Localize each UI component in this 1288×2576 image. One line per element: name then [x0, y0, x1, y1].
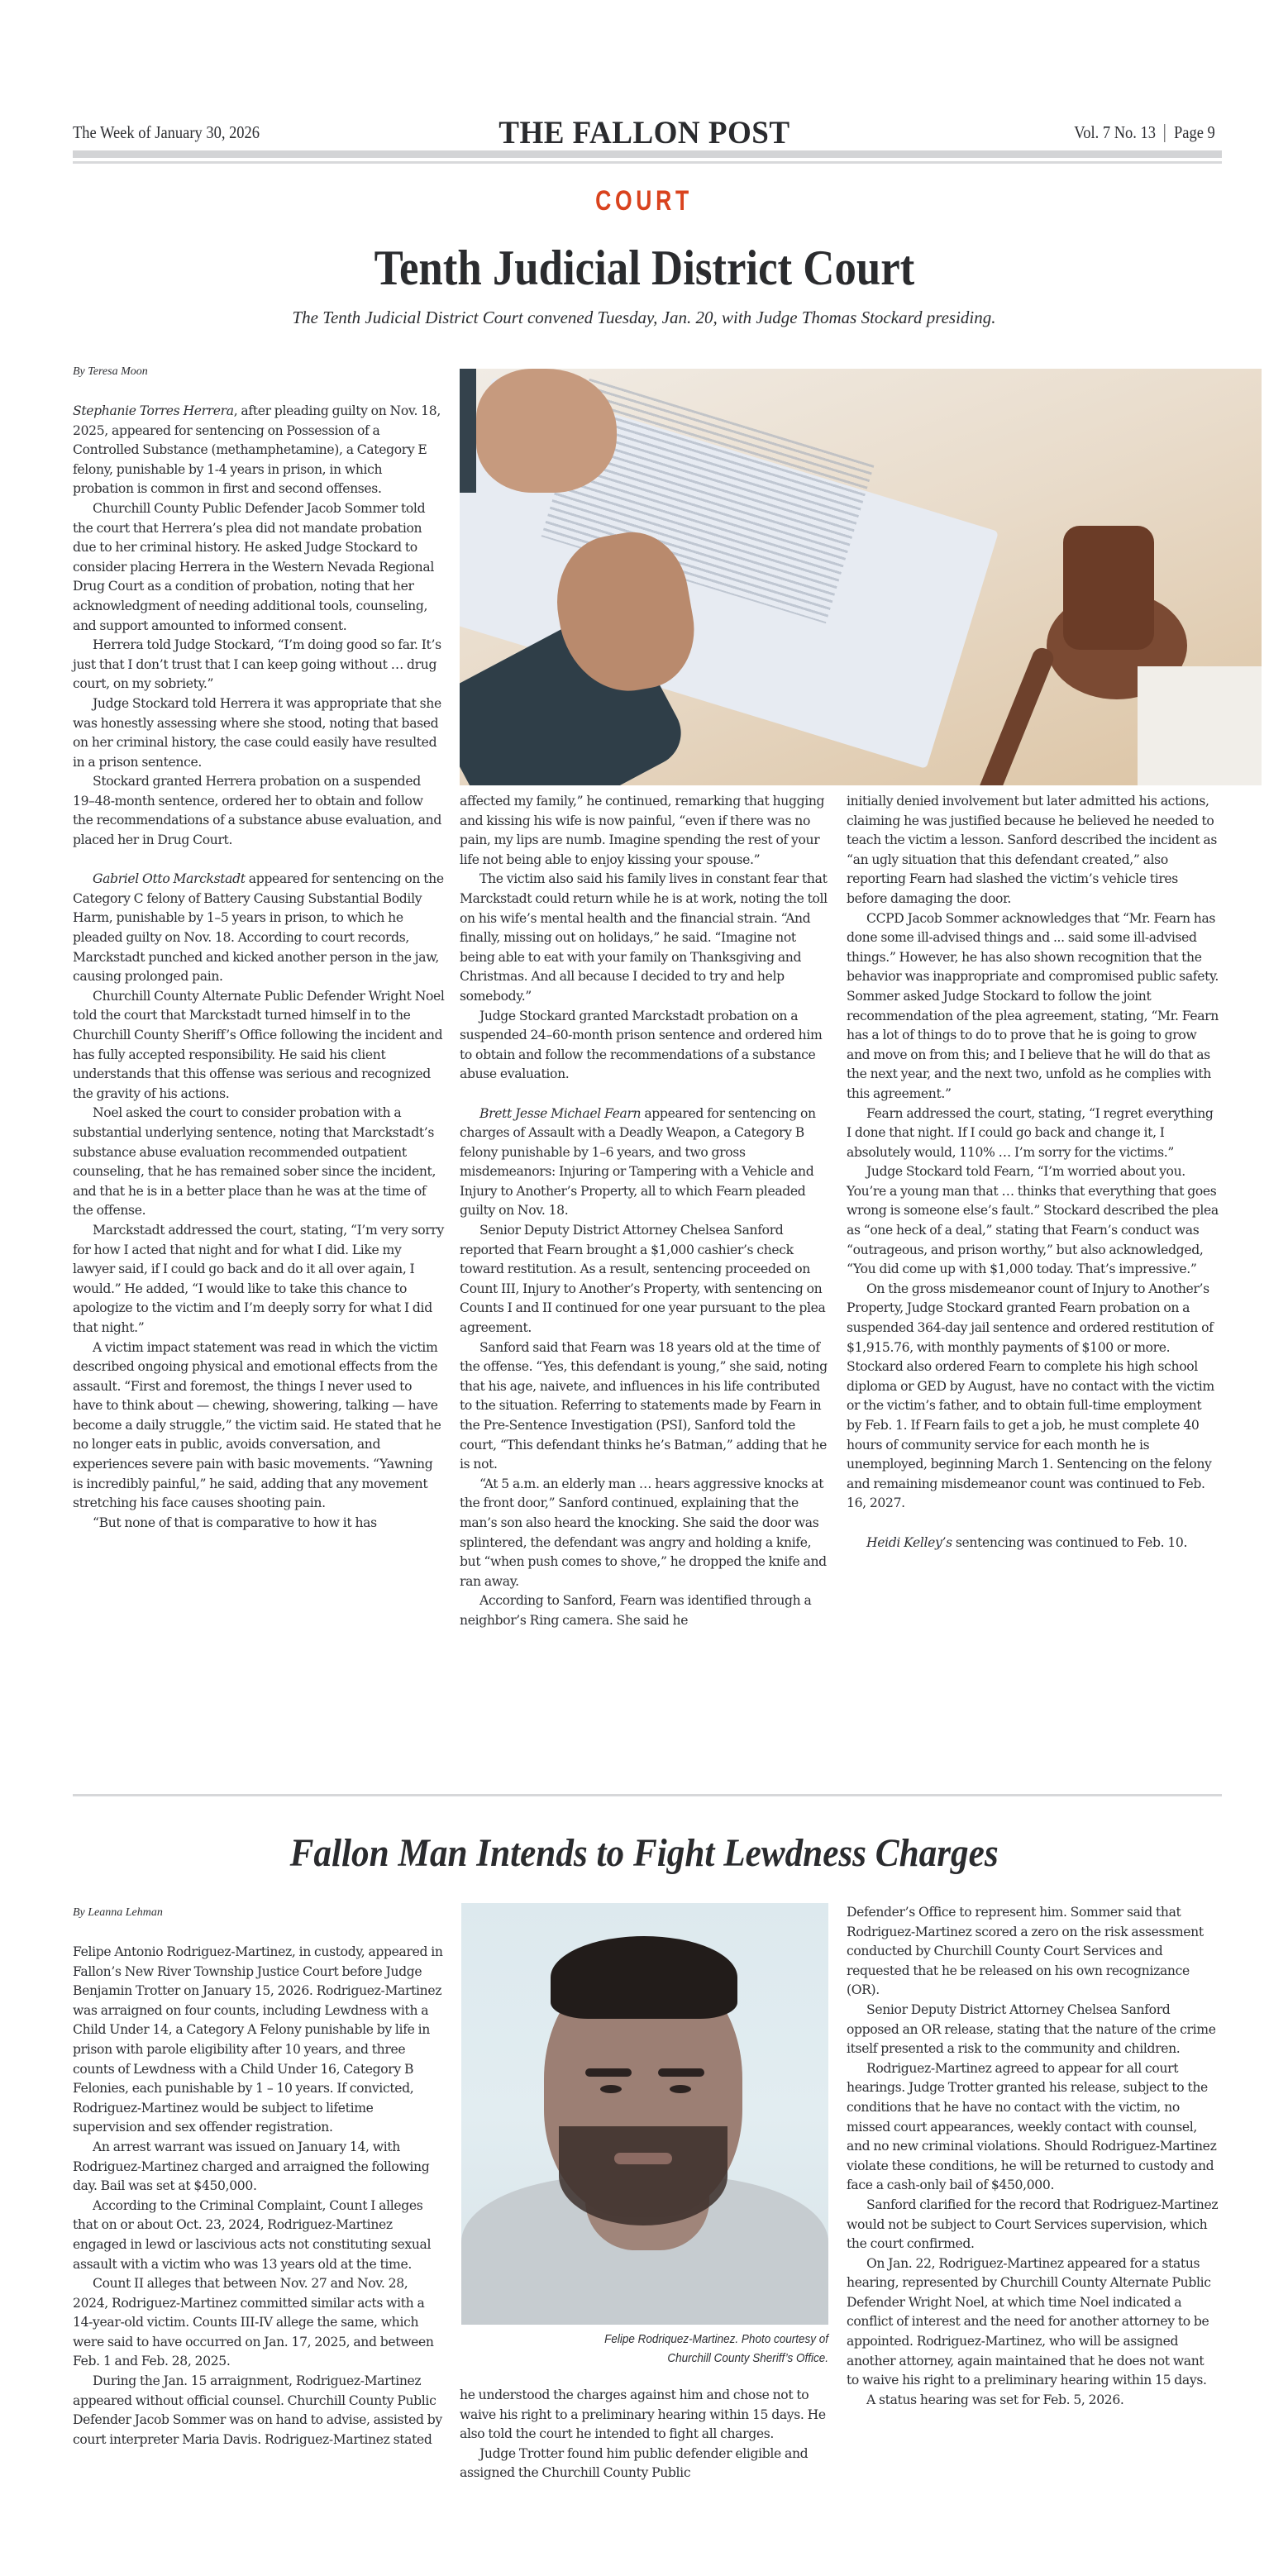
paragraph: During the Jan. 15 arraignment, Rodriguez-Martinez appeared without official counsel. Churchill County Public Defender Jacob Sommer was on hand to advise, assisted by court interpreter Maria Davis. Rodriguez-Martinez stated [73, 2373, 442, 2447]
newspaper-title: THE FALLON POST [498, 115, 790, 150]
article-headline: Fallon Man Intends to Fight Lewdness Charges [289, 1831, 999, 1875]
paragraph: CCPD Jacob Sommer acknowledges that “Mr. Fearn has done some ill-advised things and ... said some ill-advised things.” However, he has also shown recognition that the behavior was inappropriate and compromised public safety. Sommer asked Judge Stockard to follow the joint recommendation of the plea agreement, stating, “Mr. Fearn has a lot of things to do to prove that he is going to grow and move on from this; and I believe that he will do that as the next year, and the next two, unfold as he complies with this agreement.” [847, 910, 1219, 1101]
divider [1165, 124, 1166, 142]
paragraph: Sanford said that Fearn was 18 years old at the time of the offense. “Yes, this defendant is young,” she said, noting that his age, naivete, and influences in his life contributed to the situation. Referring to statements made by Fearn in the Pre-Sentence Investigation (PSI), Sanford told the court, “This defendant thinks he’s Batman,” adding that he is not. [460, 1339, 828, 1472]
paragraph: “At 5 a.m. an elderly man … hears aggressive knocks at the front door,” Sanford continued, explaining that the man’s son also heard the knocking. She said the door was splintered, the defendant was angry and holding a knife, but “when push comes to shove,” he dropped the knife and ran away. [460, 1476, 827, 1589]
paragraph: On the gross misdemeanor count of Injury to Another’s Property, Judge Stockard granted Fearn probation on a suspended 364-day jail sentence and ordered restitution of $1,915.76, with monthly payments of $100 or more. Stockard also ordered Fearn to complete his high school diploma or GED by August, have no contact with the victim or the victim’s father, and to obtain full-time employment by Feb. 1. If Fearn fails to get a job, he must complete 40 hours of community service for each month he is unemployed, beginning March 1. Sentencing on the felony and remaining misdemeanor count was continued to Feb. 16, 2027. [847, 1281, 1214, 1511]
photo-caption: Felipe Rodriquez-Martinez. Photo courtesy of Churchill County Sheriff’s Office. [604, 2332, 828, 2365]
defendant-name: Gabriel Otto Marckstadt [93, 871, 246, 887]
masthead-rule-thin [73, 161, 1222, 164]
volume-number: Vol. 7 No. 13 [1074, 122, 1157, 142]
paragraph: The victim also said his family lives in constant fear that Marckstadt could return while he is at work, noting the toll on his wife’s mental health and the financial strain. “And finally, missing out on holidays,” he said. “Imagine not being able to eat with your family on Thanksgiving and Christmas. And all because I decided to try and help somebody.” [460, 871, 828, 1004]
paragraph: Stephanie Torres Herrera, after pleading guilty on Nov. 18, 2025, appeared for sentencing on Possession of a Controlled Substance (methamphetamine), a Category E felony, punishable by 1-4 years in prison, in which probation is common in first and second offenses. [73, 403, 441, 497]
paragraph: A status hearing was set for Feb. 5, 2026. [866, 2392, 1124, 2407]
article-headline: Tenth Judicial District Court [374, 241, 914, 295]
paragraph: Marckstadt addressed the court, stating, “I’m very sorry for how I acted that night and for what I did. Like my lawyer said, if I could go back and do it all over again, I would.” He added, “I would like to take this chance to apologize to the victim and I’m deeply sorry for what I did that night.” [73, 1222, 444, 1335]
article-column-3 [847, 792, 1219, 1553]
courtroom-gavel-photo [460, 369, 1262, 785]
section-label: COURT [595, 185, 693, 217]
paragraph: Herrera told Judge Stockard, “I’m doing good so far. It’s just that I don’t trust that I can keep going without … drug court, on my sobriety.” [73, 637, 441, 692]
paragraph: According to the Criminal Complaint, Count I alleges that on or about Oct. 23, 2024, Rodriguez-Martinez engaged in lewd or lascivious acts not constituting sexual assault with a victim who was 13 years old at the time. [73, 2197, 432, 2272]
paragraph: Heidi Kelley’s sentencing was continued to Feb. 10. [866, 1534, 1188, 1550]
masthead-rule [73, 150, 1222, 158]
issue-date: The Week of January 30, 2026 [73, 122, 260, 142]
paragraph: Sanford clarified for the record that Rodriguez-Martinez would not be subject to Court Services supervision, which the court confirmed. [847, 2197, 1219, 2252]
paragraph: Judge Stockard told Herrera it was appropriate that she was honestly assessing where she stood, noting that based on her criminal history, the case could easily have resulted in a prison sentence. [73, 695, 441, 770]
paragraph: Judge Stockard granted Marckstadt probation on a suspended 24–60-month prison sentence and ordered him to obtain and follow the recommendations of a substance abuse evaluation. [460, 1008, 823, 1082]
paragraph: Judge Stockard told Fearn, “I’m worried about you. You’re a young man that … thinks that everything that goes wrong is someone else’s fault.” Stockard described the plea as “one heck of a deal,” stating that Fearn’s conduct was “outrageous, and prison worthy,” but also acknowledged, “You did come up with $1,000 today. That’s impressive.” [847, 1164, 1219, 1277]
paragraph: On Jan. 22, Rodriguez-Martinez appeared for a status hearing, represented by Churchill County Alternate Public Defender Wright Noel, at which time Noel indicated a conflict of interest and the need for another attorney to be appointed. Rodriguez-Martinez, who will be assigned another attorney, again maintained that he does not want to waive his right to a preliminary hearing within 15 days. [847, 2255, 1211, 2388]
paragraph: A victim impact statement was read in which the victim described ongoing physical and emotional effects from the assault. “First and foremost, the things I never used to have to think about — chewing, showering, talking — have become a daily struggle,” the victim said. He stated that he no longer eats in public, avoids conversation, and experiences severe pain with basic movements. “Yawning is incredibly painful,” he said, adding that any movement stretching his face causes shooting pain. [73, 1339, 441, 1511]
article-column-1 [73, 402, 445, 1533]
defendant-name: Stephanie Torres Herrera [73, 403, 234, 418]
paragraph: Senior Deputy District Attorney Chelsea Sanford reported that Fearn brought a $1,000 cashier’s check toward restitution. As a result, sentencing proceeded on Count III, Injury to Another’s Property, with sentencing on Counts I and II continued for one year pursuant to the plea agreement. [460, 1223, 826, 1336]
paragraph: Noel asked the court to consider probation with a substantial underlying sentence, noting that Marckstadt’s substance abuse evaluation recommended outpatient counseling, that he has remained sober since the incident, and that he is in a better place than he was at the time of the offense. [73, 1105, 436, 1219]
defendant-name: Heidi Kelley’s [866, 1534, 952, 1550]
paragraph: Count II alleges that between Nov. 27 and Nov. 28, 2024, Rodriguez-Martinez committed similar acts with a 14-year-old victim. Counts III-IV allege the same, which were said to have occurred on Jan. 17, 2025, and between Feb. 1 and Feb. 28, 2025. [73, 2276, 434, 2369]
paragraph: Gabriel Otto Marckstadt appeared for sentencing on the Category C felony of Battery Causing Substantial Bodily Harm, punishable by 1–5 years in prison, to which he pleaded guilty on Nov. 18. According to court records, Marckstadt punched and kicked another person in the jaw, causing prolonged pain. [73, 871, 444, 985]
paragraph: According to Sanford, Fearn was identified through a neighbor’s Ring camera. She said he [460, 1593, 812, 1628]
page-number: Page 9 [1174, 122, 1215, 142]
paragraph: Rodriguez-Martinez agreed to appear for all court hearings. Judge Trotter granted his release, subject to the conditions that he have no contact with the victim, no missed court appearances, weekly contact with counsel, and no new criminal violations. Should Rodriguez-Martinez violate these conditions, he will be returned to custody and face a cash-only bail of $450,000. [847, 2060, 1217, 2193]
paragraph: “But none of that is comparative to how it has [93, 1515, 377, 1530]
paragraph: Stockard granted Herrera probation on a suspended 19–48-month sentence, ordered her to obtain and follow the recommendations of a substance abuse evaluation, and placed her in Drug Court. [73, 774, 441, 848]
paragraph: Senior Deputy District Attorney Chelsea Sanford opposed an OR release, stating that the nature of the crime itself presented a risk to the community and children. [847, 2001, 1216, 2057]
paragraph: he understood the charges against him and chose not to waive his right to a preliminary hearing within 15 days. He also told the court he intended to fight all charges. [460, 2388, 826, 2442]
article-column-3 [847, 1903, 1219, 2410]
paragraph: Churchill County Public Defender Jacob Sommer told the court that Herrera’s plea did not mandate probation due to her criminal history. He asked Judge Stockard to consider placing Herrera in the Western Nevada Regional Drug Court as a condition of probation, noting that her acknowledgment of needing additional tools, counseling, and support amounted to informed consent. [73, 500, 434, 633]
paragraph: initially denied involvement but later admitted his actions, claiming he was justified because he believed he needed to teach the victim a lesson. Sanford described the incident as “an ugly situation that this defendant created,” also reporting Fearn had slashed the victim’s vehicle tires before damaging the door. [847, 794, 1218, 906]
issue-info [1074, 122, 1215, 143]
paragraph: Fearn addressed the court, stating, “I regret everything I done that night. If I could go back and change it, I absolutely would, 110% … I’m sorry for the victims.” [847, 1105, 1214, 1160]
article-divider [73, 1794, 1222, 1796]
defendant-name: Brett Jesse Michael Fearn [479, 1105, 642, 1121]
paragraph: Churchill County Alternate Public Defender Wright Noel told the court that Marckstadt turned himself in to the Churchill County Sheriff’s Office following the incident and has fully accepted responsibility. He said his client understands that this offense was serious and recognized the gravity of his actions. [73, 988, 445, 1101]
paragraph: An arrest warrant was issued on January 14, with Rodriguez-Martinez charged and arraigned the following day. Bail was set at $450,000. [73, 2139, 430, 2194]
paragraph: Brett Jesse Michael Fearn appeared for sentencing on charges of Assault with a Deadly Weapon, a Category B felony punishable by 1–6 years, and two gross misdemeanors: Injuring or Tampering with a Vehicle and Injury to Another’s Property, all to which Fearn pleaded guilty on Nov. 18. [460, 1105, 816, 1219]
article-column-2 [460, 2386, 832, 2483]
paragraph: Felipe Antonio Rodriguez-Martinez, in custody, appeared in Fallon’s New River Township Justice Court before Judge Benjamin Trotter on January 15, 2026. Rodriguez-Martinez was arraigned on four counts, including Lewdness with a Child Under 14, a Category A Felony punishable by life in prison with parole eligibility after 10 years, and three counts of Lewdness with a Child Under 16, Category B Felonies, each punishable by 1 – 10 years. If convicted, Rodriguez-Martinez would be subject to lifetime supervision and sex offender registration. [73, 1944, 443, 2135]
defendant-mugshot-photo [461, 1903, 828, 2325]
byline: By Teresa Moon [73, 365, 148, 378]
paragraph: Judge Trotter found him public defender eligible and assigned the Churchill County Public [460, 2445, 809, 2481]
paragraph: affected my family,” he continued, remarking that hugging and kissing his wife is now painful, “even if there was no pain, my lips are numb. Imagine spending the rest of your life not being able to enjoy kissing your spouse.” [460, 794, 825, 867]
byline: By Leanna Lehman [73, 1906, 163, 1919]
article-column-2 [460, 792, 832, 1631]
article-column-1 [73, 1943, 445, 2450]
paragraph: Defender’s Office to represent him. Sommer said that Rodriguez-Martinez scored a zero on the risk assessment conducted by Churchill County Court Services and requested that he be released on his own recognizance (OR). [847, 1905, 1204, 1998]
article-deck: The Tenth Judicial District Court convened Tuesday, Jan. 20, with Judge Thomas Stockard presiding. [292, 308, 996, 327]
